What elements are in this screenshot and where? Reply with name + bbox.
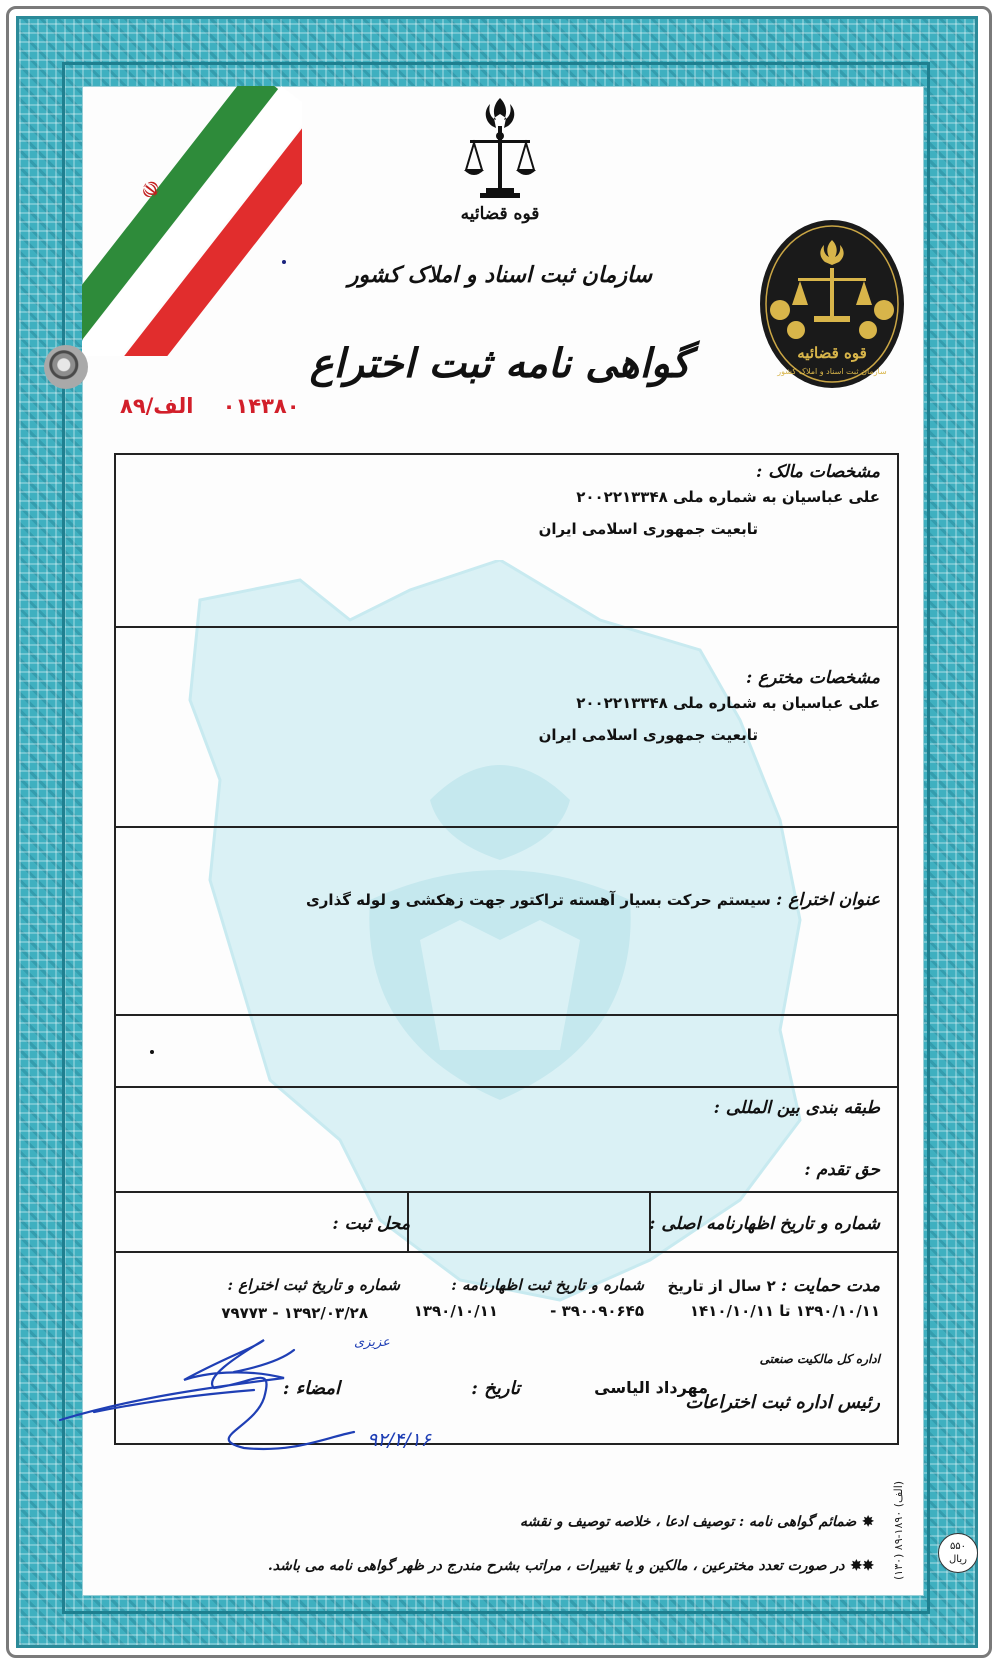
watermark-map [180, 560, 820, 1320]
serial-prefix: الف/۸۹ [120, 394, 194, 418]
divider-6 [114, 1251, 899, 1253]
official-name: مهرداد الیاسی [594, 1378, 708, 1397]
protection-label: مدت حمایت : [780, 1276, 880, 1296]
declaration-date: ۱۳۹۰/۱۰/۱۱ [413, 1302, 498, 1320]
original-declaration-label: شماره و تاریخ اظهارنامه اصلی : [649, 1214, 880, 1234]
divider-5 [114, 1191, 899, 1193]
organization-name: سازمان ثبت اسناد و املاک کشور [347, 262, 653, 288]
protection-dates [690, 1302, 880, 1320]
signature-label: امضاء : [282, 1378, 340, 1399]
declaration-label: شماره و تاریخ ثبت اظهارنامه : [451, 1276, 644, 1294]
classification-label: طبقه بندی بین المللی : [713, 1098, 880, 1118]
divider-2 [114, 826, 899, 828]
judiciary-title: قوه قضائیه [460, 204, 540, 224]
inventor-nationality: تابعیت جمهوری اسلامی ایران [538, 726, 758, 744]
footnote-1-text: ضمائم گواهی نامه : توصیف ادعا ، خلاصه توصیف و نقشه [520, 1514, 857, 1530]
handwritten-note: عزیزی [354, 1335, 390, 1350]
owner-label: مشخصات مالک : [756, 462, 880, 482]
protection-to: ۱۴۱۰/۱۰/۱۱ [689, 1302, 775, 1320]
handwritten-date: ۹۲/۴/۱۶ [367, 1429, 431, 1451]
flag-emblem-icon: ☫ [135, 175, 168, 206]
protection-term [667, 1276, 880, 1296]
divider-4 [114, 1086, 899, 1088]
divider-3 [114, 1014, 899, 1016]
ink-dot [150, 1050, 154, 1054]
footnote-2 [268, 1558, 874, 1574]
handwritten-signature [54, 1328, 454, 1458]
declaration-row [414, 1302, 644, 1320]
owner-name: علی عباسیان به شماره ملی ۲۰۰۲۲۱۳۳۴۸ [576, 488, 880, 506]
inventor-name: علی عباسیان به شماره ملی ۲۰۰۲۲۱۳۳۴۸ [576, 694, 880, 712]
ink-dot [282, 260, 286, 264]
priority-label: حق تقدم : [804, 1160, 880, 1180]
date-label: تاریخ : [471, 1378, 520, 1399]
iran-flag-ribbon [82, 86, 302, 356]
invention-label: عنوان اختراع : [776, 890, 880, 910]
seal-text-organization: سازمان ثبت اسناد و املاک کشور [777, 367, 887, 376]
dept-general: اداره کل مالکیت صنعتی [759, 1352, 880, 1366]
serial-number-value: ۰۱۴۳۸۰ [222, 394, 300, 418]
official-seal [758, 218, 906, 390]
certificate-title: گواهی نامه ثبت اختراع [309, 340, 691, 387]
registration-label: شماره و تاریخ ثبت اختراع : [227, 1276, 400, 1294]
price-unit: ریال [949, 1554, 967, 1565]
star-bullet-icon: ✸ [862, 1514, 874, 1530]
judiciary-scales-emblem [462, 96, 538, 200]
footnote-1 [520, 1514, 874, 1530]
footnote-2-text: در صورت تعدد مخترعین ، مالکین و یا تغییرات ، مراتب بشرح مندرج در ظهر گواهی نامه می باشد. [267, 1558, 845, 1574]
price-amount: ۵۵۰ [949, 1541, 967, 1552]
dept-head: رئیس اداره ثبت اختراعات [685, 1392, 880, 1413]
seal-text-judiciary: قوه قضائیه [797, 344, 867, 362]
registration-value: ۱۳۹۲/۰۳/۲۸ - ۷۹۷۷۳ [221, 1304, 368, 1322]
protection-from: ۱۳۹۰/۱۰/۱۱ [795, 1302, 880, 1320]
metal-eyelet [44, 345, 88, 389]
form-side-code: (۱۳۰) ۸۹-۱۸۹۰ (الف) [892, 1480, 905, 1580]
price-stamp [938, 1533, 978, 1573]
protection-to-word: تا [779, 1302, 791, 1320]
invention-title-row [306, 890, 880, 910]
invention-title: سیستم حرکت بسیار آهسته تراکتور جهت زهکشی و لوله گذاری [306, 891, 771, 909]
star-bullet-icon: ✸✸ [850, 1558, 874, 1574]
registration-place-label: محل ثبت : [332, 1214, 410, 1234]
protection-years: ۲ سال از تاریخ [667, 1277, 776, 1295]
serial-number [120, 394, 310, 418]
divider-1 [114, 626, 899, 628]
declaration-number: ۳۹۰۰۹۰۶۴۵ - [550, 1302, 644, 1320]
owner-nationality: تابعیت جمهوری اسلامی ایران [538, 520, 758, 538]
inventor-label: مشخصات مخترع : [745, 668, 880, 688]
